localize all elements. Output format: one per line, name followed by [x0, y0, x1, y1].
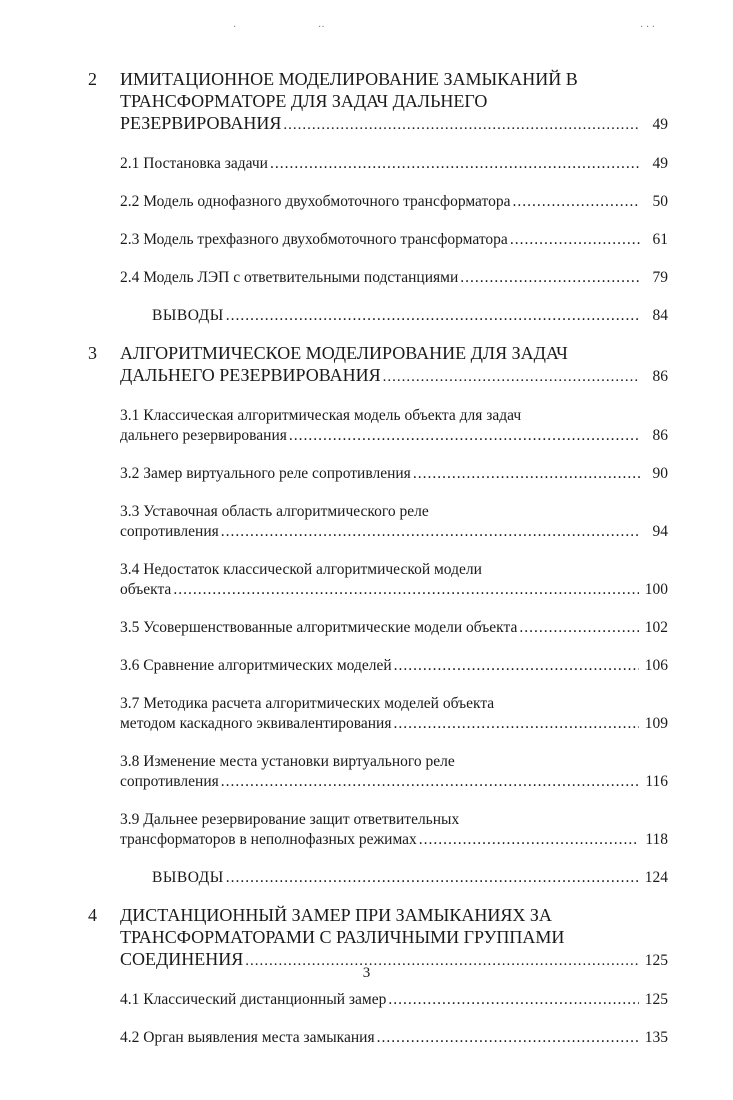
page-ref: 79 — [652, 269, 668, 286]
scan-speck: · — [233, 22, 237, 33]
section-entry-line — [120, 580, 668, 600]
section-title: методом каскадного эквивалентирования — [120, 715, 392, 732]
page-ref: 94 — [652, 523, 668, 540]
chapter-title-line: СОЕДИНЕНИЯ — [120, 949, 244, 969]
dot-leader — [383, 366, 640, 388]
chapter-entry-line — [120, 364, 668, 388]
section-title: сопротивления — [120, 773, 219, 790]
chapter-number: 2 — [88, 69, 97, 89]
section-title: трансформаторов в неполнофазных режимах — [120, 831, 417, 848]
dot-leader — [221, 772, 640, 792]
page-ref: 106 — [644, 657, 668, 674]
toc-section — [120, 464, 668, 484]
chapter-title-line: РЕЗЕРВИРОВАНИЯ — [120, 113, 282, 133]
toc-section — [120, 694, 668, 734]
page-ref: 125 — [644, 991, 668, 1008]
dot-leader — [226, 868, 639, 888]
toc-section — [120, 990, 668, 1010]
page-number: 3 — [362, 965, 371, 981]
dot-leader — [270, 154, 640, 174]
dot-leader — [393, 714, 638, 734]
dot-leader — [460, 268, 640, 288]
dot-leader — [419, 830, 640, 850]
section-entry-line — [120, 1028, 668, 1048]
toc-section — [120, 230, 668, 250]
page-ref: 86 — [652, 427, 668, 444]
dot-leader — [510, 230, 640, 250]
dot-leader — [173, 580, 638, 600]
section-entry-line — [120, 154, 668, 174]
page-ref: 102 — [644, 619, 668, 636]
section-title: 2.2 Модель однофазного двухобмоточного трансформатора — [120, 193, 511, 210]
section-entry-line — [120, 656, 668, 676]
chapter-title-line: ТРАНСФОРМАТОРАМИ С РАЗЛИЧНЫМИ ГРУППАМИ — [120, 927, 565, 947]
chapter-number: 3 — [88, 343, 97, 363]
page-ref: 116 — [645, 773, 668, 790]
section-entry-line — [120, 990, 668, 1010]
toc-section — [120, 656, 668, 676]
toc-section — [120, 268, 668, 288]
page-ref: 90 — [652, 465, 668, 482]
chapter-entry-line — [120, 112, 668, 136]
conclusion-title: ВЫВОДЫ — [152, 869, 224, 886]
section-entry-line — [120, 830, 668, 850]
section-title: 3.5 Усовершенствованные алгоритмические модели объекта — [120, 619, 518, 636]
chapter-title — [120, 342, 668, 388]
scan-speck: ·· — [318, 22, 325, 33]
page-ref: 124 — [644, 869, 668, 886]
page-ref: 61 — [652, 231, 668, 248]
section-title-line: 3.8 Изменение места установки виртуального реле — [120, 753, 455, 770]
dot-leader — [513, 192, 641, 212]
chapter-title — [120, 68, 668, 136]
toc-chapter — [88, 342, 668, 888]
toc-conclusion — [152, 306, 668, 326]
toc-section — [120, 1028, 668, 1048]
section-title: 3.2 Замер виртуального реле сопротивления — [120, 465, 411, 482]
toc-conclusion — [152, 868, 668, 888]
dot-leader — [413, 464, 640, 484]
page-ref: 49 — [652, 155, 668, 172]
chapter-title-line: ДИСТАНЦИОННЫЙ ЗАМЕР ПРИ ЗАМЫКАНИЯХ ЗА — [120, 905, 552, 925]
section-title: 4.2 Орган выявления места замыкания — [120, 1029, 375, 1046]
section-entry-line — [120, 522, 668, 542]
scan-speck: · · · — [640, 22, 655, 33]
toc-section — [120, 192, 668, 212]
section-title: 3.6 Сравнение алгоритмических моделей — [120, 657, 392, 674]
section-title-line: 3.9 Дальнее резервирование защит ответвительных — [120, 811, 460, 828]
section-entry-line — [120, 426, 668, 446]
section-title-line: 3.3 Уставочная область алгоритмического реле — [120, 503, 429, 520]
toc-section — [120, 502, 668, 542]
section-title: 2.4 Модель ЛЭП с ответвительными подстанциями — [120, 269, 459, 286]
toc-section — [120, 752, 668, 792]
page-ref: 49 — [652, 116, 668, 133]
dot-leader — [388, 990, 638, 1010]
dot-leader — [519, 618, 638, 638]
chapter-title-line: АЛГОРИТМИЧЕСКОЕ МОДЕЛИРОВАНИЕ ДЛЯ ЗАДАЧ — [120, 343, 568, 363]
chapter-number: 4 — [88, 905, 97, 925]
dot-leader — [283, 114, 640, 136]
section-title-line: 3.1 Классическая алгоритмическая модель объекта для задач — [120, 407, 522, 424]
toc-section — [120, 618, 668, 638]
dot-leader — [377, 1028, 639, 1048]
dot-leader — [289, 426, 640, 446]
dot-leader — [221, 522, 640, 542]
table-of-contents — [88, 68, 668, 1064]
section-entry-line — [120, 268, 668, 288]
section-entry-line — [120, 772, 668, 792]
page-ref: 109 — [644, 715, 668, 732]
section-title: дальнего резервирования — [120, 427, 287, 444]
toc-chapter — [88, 68, 668, 326]
toc-section — [120, 406, 668, 446]
section-title: сопротивления — [120, 523, 219, 540]
section-title-line: 3.7 Методика расчета алгоритмических моделей объекта — [120, 695, 495, 712]
dot-leader — [394, 656, 639, 676]
page-ref: 125 — [644, 952, 668, 969]
conclusion-title: ВЫВОДЫ — [152, 307, 224, 324]
section-entry-line — [120, 192, 668, 212]
page-ref: 86 — [652, 368, 668, 385]
page-ref: 100 — [644, 581, 668, 598]
section-title: 2.3 Модель трехфазного двухобмоточного трансформатора — [120, 231, 508, 248]
section-entry-line — [120, 464, 668, 484]
page-ref: 50 — [652, 193, 668, 210]
section-entry-line — [120, 618, 668, 638]
section-entry-line — [120, 230, 668, 250]
section-entry-line — [120, 714, 668, 734]
dot-leader — [226, 306, 640, 326]
toc-section — [120, 810, 668, 850]
page-ref: 84 — [652, 307, 668, 324]
toc-section — [120, 154, 668, 174]
page-ref: 118 — [645, 831, 668, 848]
chapter-title — [120, 904, 668, 972]
section-title: 2.1 Постановка задачи — [120, 155, 268, 172]
toc-section — [120, 560, 668, 600]
chapter-title-line: ИМИТАЦИОННОЕ МОДЕЛИРОВАНИЕ ЗАМЫКАНИЙ В — [120, 69, 578, 89]
chapter-title-line: ТРАНСФОРМАТОРЕ ДЛЯ ЗАДАЧ ДАЛЬНЕГО — [120, 91, 488, 111]
page-ref: 135 — [644, 1029, 668, 1046]
section-title: объекта — [120, 581, 172, 598]
chapter-title-line: ДАЛЬНЕГО РЕЗЕРВИРОВАНИЯ — [120, 365, 381, 385]
section-title-line: 3.4 Недостаток классической алгоритмической модели — [120, 561, 482, 578]
section-title: 4.1 Классический дистанционный замер — [120, 991, 387, 1008]
